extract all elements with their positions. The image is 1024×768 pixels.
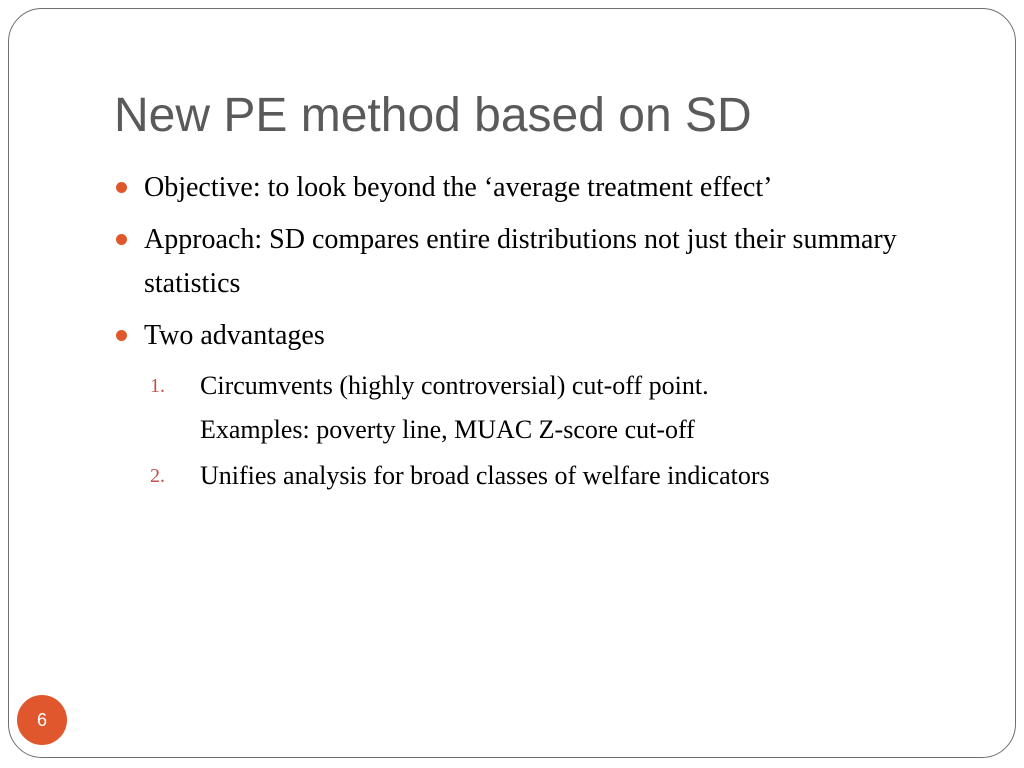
item-number: 1. bbox=[150, 375, 165, 397]
item-line: Unifies analysis for broad classes of welfare indicators bbox=[200, 461, 770, 490]
bullet-item bbox=[114, 166, 934, 210]
bullet-item bbox=[114, 314, 934, 358]
bullet-text: Approach: SD compares entire distributions not just their summary statistics bbox=[144, 224, 897, 299]
bullet-dot-icon bbox=[116, 234, 127, 245]
numbered-item bbox=[114, 364, 934, 452]
slide-body bbox=[114, 166, 934, 500]
item-line: Examples: poverty line, MUAC Z-score cut-off bbox=[200, 415, 695, 444]
item-line: Circumvents (highly controversial) cut-off point. bbox=[200, 371, 709, 400]
numbered-item bbox=[114, 454, 934, 498]
bullet-text: Two advantages bbox=[144, 320, 325, 351]
bullet-dot-icon bbox=[116, 330, 127, 341]
numbered-list bbox=[114, 364, 934, 498]
slide-title: New PE method based on SD bbox=[114, 89, 752, 142]
item-number: 2. bbox=[150, 465, 165, 487]
page-number-badge: 6 bbox=[17, 695, 67, 745]
bullet-text: Objective: to look beyond the ‘average treatment effect’ bbox=[144, 172, 773, 203]
bullet-dot-icon bbox=[116, 182, 127, 193]
bullet-item bbox=[114, 218, 934, 306]
